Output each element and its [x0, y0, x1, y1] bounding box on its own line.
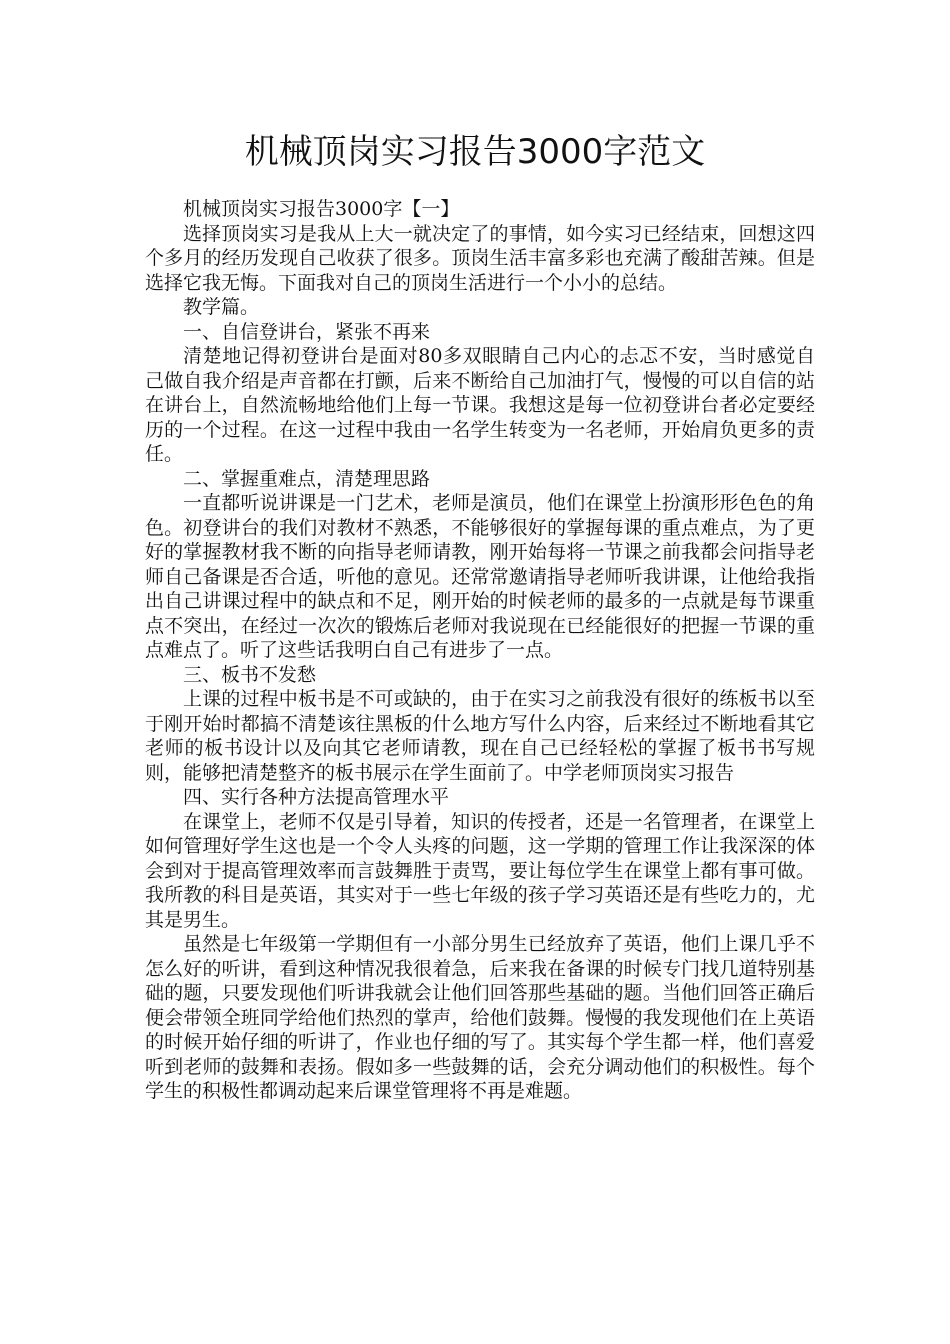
paragraph-intro: 选择顶岗实习是我从上大一就决定了的事情，如今实习已经结束，回想这四个多月的经历发现自己收获了很多。顶岗生活丰富多彩也充满了酸甜苦辣。但是选择它我无悔。下面我对自己的顶岗生活进行一个小小的总结。: [145, 222, 815, 294]
heading-confidence: 一、自信登讲台，紧张不再来: [183, 320, 431, 343]
paragraph-encouragement: 虽然是七年级第一学期但有一小部分男生已经放弃了英语，他们上课几乎不怎么好的听讲，看到这种情况我很着急，后来我在备课的时候专门找几道特别基础的题，只要发现他们听讲我就会让他们回答那些基础的题。当他们回答正确后便会带领全班同学给他们热烈的掌声，给他们鼓舞。慢慢的我发现他们在上英语的时候开始仔细的听讲了，作业也仔细的写了。其实每个学生都一样，他们喜爱听到老师的鼓舞和表扬。假如多一些鼓舞的话，会充分调动他们的积极性。每个学生的积极性都调动起来后课堂管理将不再是难题。: [145, 933, 815, 1102]
paragraph-subtitle: 机械顶岗实习报告3000字【一】: [183, 198, 460, 220]
paragraph-key-points: 一直都听说讲课是一门艺术，老师是演员，他们在课堂上扮演形形色色的角色。初登讲台的我们对教材不熟悉，不能够很好的掌握每课的重点难点，为了更好的掌握教材我不断的向指导老师请教，刚开始每将一节课之前我都会问指导老师自己备课是否合适，听他的意见。还常常邀请指导老师听我讲课，让他给我指出自己讲课过程中的缺点和不足，刚开始的时候老师的最多的一点就是每节课重点不突出，在经过一次次的锻炼后老师对我说现在已经能很好的把握一节课的重点难点了。听了这些话我明白自己有进步了一点。: [145, 492, 815, 661]
paragraph-management: 在课堂上，老师不仅是引导着，知识的传授者，还是一名管理者，在课堂上如何管理好学生这也是一个令人头疼的问题，这一学期的管理工作让我深深的体会到对于提高管理效率而言鼓舞胜于责骂，要让每位学生在课堂上都有事可做。我所教的科目是英语，其实对于一些七年级的孩子学习英语还是有些吃力的，尤其是男生。: [145, 810, 815, 931]
heading-blackboard: 三、板书不发愁: [183, 663, 317, 686]
paragraph-blackboard: 上课的过程中板书是不可或缺的，由于在实习之前我没有很好的练板书以至于刚开始时都搞不清楚该往黑板的什么地方写什么内容，后来经过不断地看其它老师的板书设计以及向其它老师请教，现在自己已经轻松的掌握了板书书写规则，能够把清楚整齐的板书展示在学生面前了。中学老师顶岗实习报告: [145, 688, 815, 784]
heading-management: 四、实行各种方法提高管理水平: [183, 786, 450, 808]
document-body: [145, 197, 815, 1104]
paragraph-section-teaching: 教学篇。: [183, 296, 260, 318]
document-title: 机械顶岗实习报告3000字范文: [244, 132, 706, 172]
heading-key-points: 二、掌握重难点，清楚理思路: [183, 467, 431, 490]
paragraph-confidence: 清楚地记得初登讲台是面对80多双眼睛自己内心的忐忑不安，当时感觉自己做自我介绍是声音都在打颤，后来不断给自己加油打气，慢慢的可以自信的站在讲台上，自然流畅地给他们上每一节课。我想这是每一位初登讲台者必定要经历的一个过程。在这一过程中我由一名学生转变为一名老师，开始肩负更多的责任。: [145, 345, 815, 465]
